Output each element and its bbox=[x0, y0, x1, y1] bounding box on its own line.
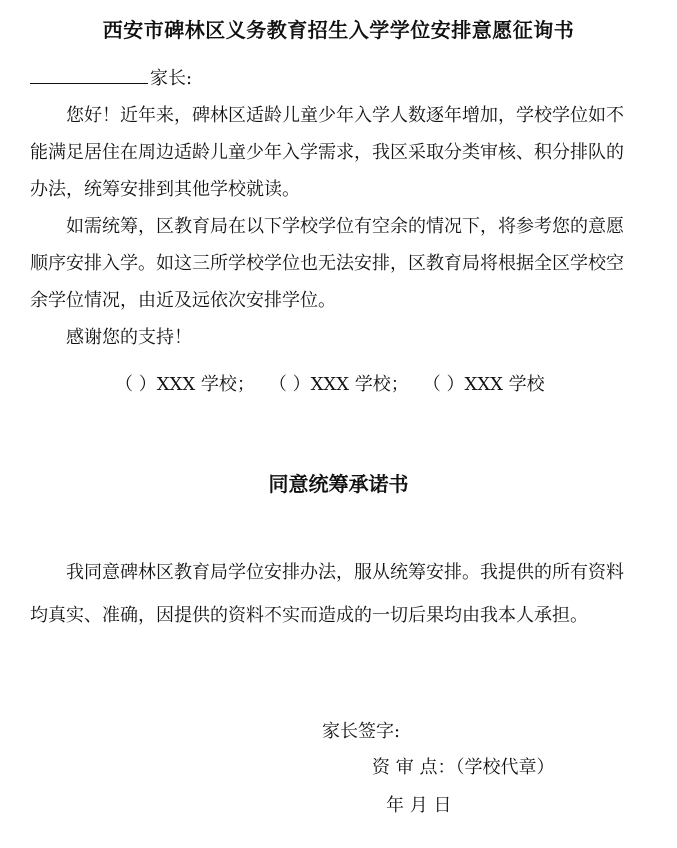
intro-paragraph: 您好！近年来，碑林区适龄儿童少年入学人数逐年增加，学校学位如不能满足居住在周边适龄儿童少年入学需求，我区采取分类审核、积分排队的办法，统筹安排到其他学校就读。 bbox=[30, 105, 624, 200]
school-choices bbox=[115, 366, 545, 403]
salutation-line bbox=[30, 60, 192, 97]
commitment-title: 同意统筹承诺书 bbox=[268, 472, 409, 496]
salutation-text: 家长: bbox=[150, 68, 193, 89]
commitment-paragraph: 我同意碑林区教育局学位安排办法，服从统筹安排。我提供的所有资料均真实、准确，因提供的资料不实而造成的一切后果均由我本人承担。 bbox=[30, 562, 624, 626]
school-choice-2: （ ）XXX 学校； bbox=[268, 374, 409, 395]
thanks-paragraph: 感谢您的支持！ bbox=[66, 327, 192, 348]
parent-name-blank bbox=[30, 65, 148, 84]
date-line: 年 月 日 bbox=[386, 795, 452, 816]
page-title: 西安市碑林区义务教育招生入学学位安排意愿征询书 bbox=[102, 18, 575, 42]
review-point-label: 资 审 点：（学校代章） bbox=[372, 757, 555, 778]
parent-signature-label: 家长签字: bbox=[322, 721, 401, 742]
arrangement-paragraph: 如需统筹，区教育局在以下学校学位有空余的情况下，将参考您的意愿顺序安排入学。如这三所学校学位也无法安排，区教育局将根据全区学校空余学位情况，由近及远依次安排学位。 bbox=[30, 216, 624, 311]
school-choice-3: （ ）XXX 学校 bbox=[422, 374, 545, 395]
school-choice-1: （ ）XXX 学校； bbox=[115, 374, 255, 395]
